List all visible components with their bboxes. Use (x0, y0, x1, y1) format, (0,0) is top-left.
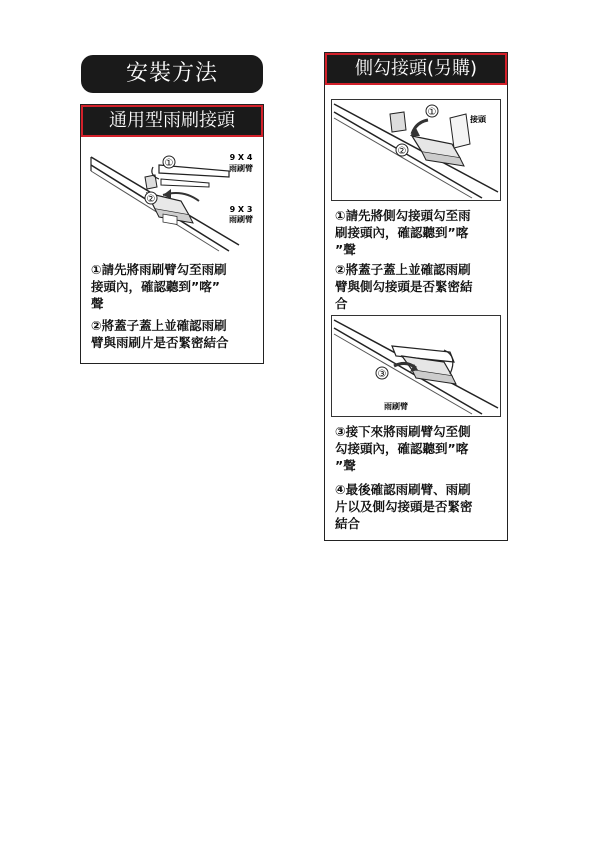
universal-connector-header: 通用型雨刷接頭 (81, 105, 263, 137)
side-step-4-instruction: ④最後確認雨刷臂、雨刷 片以及側勾接頭是否緊密 結合 (335, 482, 473, 531)
side-hook-figure-2 (331, 315, 501, 417)
arm-name-label-9x3: 雨刷臂 (229, 215, 253, 224)
arm-size-label-9x3: 9 X 3 (229, 205, 253, 214)
side-hook-illustration (332, 100, 500, 200)
wiper-arm-illustration (332, 316, 500, 416)
step-marker-1: ① (164, 158, 174, 169)
page-title: 安裝方法 (81, 55, 263, 93)
side-step-2-instruction: ②將蓋子蓋上並確認雨刷 臂與側勾接頭是否緊密結 合 (335, 262, 473, 311)
step-marker-2: ② (397, 146, 407, 157)
side-hook-connector-header: 側勾接頭(另購) (325, 53, 507, 85)
arm-size-label-9x4: 9 X 4 (229, 153, 253, 162)
arm-name-label-9x4: 雨刷臂 (229, 164, 253, 173)
step-2-instruction: ②將蓋子蓋上並確認雨刷 臂與雨刷片是否緊密結合 (91, 318, 229, 350)
connector-label: 接頭 (470, 115, 486, 124)
step-marker-1: ① (427, 107, 437, 118)
step-1-instruction: ①請先將雨刷臂勾至雨刷 接頭內，確認聽到”喀” 聲 (91, 262, 227, 311)
universal-connector-panel (80, 104, 264, 364)
step-marker-2: ② (146, 194, 156, 205)
wiper-blade-illustration (89, 145, 255, 253)
side-hook-connector-panel (324, 52, 508, 541)
side-step-1-instruction: ①請先將側勾接頭勾至雨 刷接頭內，確認聽到”喀 ”聲 (335, 208, 471, 257)
step-marker-3: ③ (377, 369, 387, 380)
side-hook-figure-1 (331, 99, 501, 201)
wiper-arm-label: 雨刷臂 (384, 402, 408, 411)
universal-connector-figure (89, 145, 255, 253)
side-step-3-instruction: ③接下來將雨刷臂勾至側 勾接頭內，確認聽到”喀 ”聲 (335, 424, 471, 473)
